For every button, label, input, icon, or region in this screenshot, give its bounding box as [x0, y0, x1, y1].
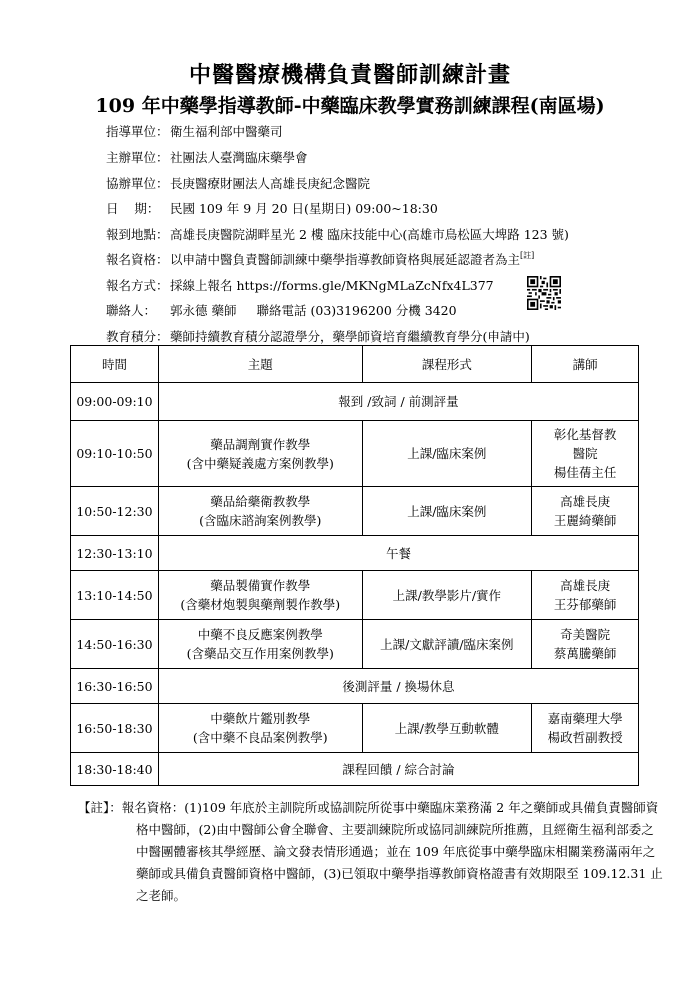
topic-line: 中藥不良反應案例教學 [197, 627, 323, 642]
topic-line: (含中藥不良品案例教學) [192, 730, 328, 745]
lecturer-cell [532, 620, 639, 669]
format-cell: 上課/教學互動軟體 [362, 704, 532, 753]
lecturer-line: 楊佳蒨主任 [553, 465, 617, 480]
registration-label: 報名方式： [106, 278, 169, 293]
credits-value: 藥師持續教育積分認證學分，藥學師資培育繼續教育學分(申請中) [170, 329, 530, 344]
topic-cell [158, 487, 362, 536]
page-title: 中醫醫療機構負責醫師訓練計畫 [188, 62, 511, 88]
schedule-table [70, 345, 639, 786]
qr-code-icon[interactable] [527, 276, 561, 310]
lecturer-cell [532, 421, 639, 487]
topic-line: 中藥飲片鑑別教學 [210, 711, 311, 726]
co-organizer-line [106, 176, 370, 192]
registration-link[interactable]: 採線上報名 https://forms.gle/MKNgMLaZcNfx4L377 [170, 278, 494, 293]
footnote [78, 797, 663, 907]
venue-value: 高雄長庚醫院湖畔星光 2 樓 臨床技能中心(高雄市鳥松區大埤路 123 號) [170, 227, 569, 242]
lecturer-line: 王麗綺藥師 [553, 513, 617, 528]
eligibility-label: 報名資格： [106, 252, 169, 267]
lecturer-line: 嘉南藥理大學 [547, 711, 623, 726]
time-cell: 10:50-12:30 [71, 487, 159, 536]
session-span-cell: 報到 /致詞 / 前測評量 [158, 383, 638, 421]
format-cell: 上課/臨床案例 [362, 421, 532, 487]
lecturer-line: 高雄長庚 [560, 578, 611, 593]
venue-label: 報到地點： [106, 227, 169, 242]
date-value: 民國 109 年 9 月 20 日(星期日) 09:00~18:30 [170, 201, 438, 216]
eligibility-value: 以申請中醫負責醫師訓練中藥學指導教師資格與展延認證者為主 [170, 252, 521, 267]
time-cell: 16:30-16:50 [71, 669, 159, 704]
topic-cell [158, 704, 362, 753]
table-header-row [71, 346, 639, 383]
contact-line [106, 303, 457, 319]
lecturer-line: 奇美醫院 [560, 627, 611, 642]
topic-line: 藥品製備實作教學 [210, 578, 311, 593]
note-marker: [註] [520, 251, 535, 260]
header-topic: 主題 [158, 346, 362, 383]
credits-label: 教育積分： [106, 329, 169, 344]
footnote-text: 報名資格：(1)109 年底於主訓院所或協訓院所從事中藥臨床業務滿 2 年之藥師或具備負責醫師資格中醫師，(2)由中醫師公會全聯會、主要訓練院所或協同訓練院所推薦，且經衛生福利部委之中醫團體審核其學經歷、論文發表情形通過；並在 109 年底從事中藥學臨床相關業務滿兩年之藥師或具備負責醫師資格中醫師，(3)已領取中藥學指導教師資格證書有效期限至 109.12.31 止之老師。 [121, 800, 663, 903]
venue-line [106, 227, 569, 243]
header-form: 課程形式 [362, 346, 532, 383]
format-cell: 上課/文獻評讀/臨床案例 [362, 620, 532, 669]
topic-line: (含藥材炮製與藥劑製作教學) [180, 597, 341, 612]
lecturer-line: 楊政哲副教授 [547, 730, 623, 745]
header-time: 時間 [71, 346, 159, 383]
topic-cell [158, 620, 362, 669]
topic-cell [158, 421, 362, 487]
time-cell: 09:10-10:50 [71, 421, 159, 487]
time-cell: 12:30-13:10 [71, 536, 159, 571]
time-cell: 09:00-09:10 [71, 383, 159, 421]
organizer-value: 社團法人臺灣臨床藥學會 [170, 150, 308, 165]
format-cell: 上課/臨床案例 [362, 487, 532, 536]
page-subtitle: 109 年中藥學指導教師-中藥臨床教學實務訓練課程(南區場) [95, 95, 605, 117]
session-span-cell: 課程回饋 / 綜合討論 [158, 753, 638, 786]
lecturer-cell [532, 571, 639, 620]
contact-value: 郭永德 藥師 [170, 303, 237, 318]
topic-line: 藥品給藥衛教教學 [210, 494, 311, 509]
table-row [71, 571, 639, 620]
date-line [106, 201, 438, 217]
table-row [71, 421, 639, 487]
date-label: 日 期： [106, 201, 160, 216]
eligibility-line [106, 252, 534, 268]
time-cell: 16:50-18:30 [71, 704, 159, 753]
lecturer-line: 醫院 [572, 446, 598, 461]
supervisor-value: 衛生福利部中醫藥司 [170, 124, 283, 139]
supervisor-line [106, 124, 283, 140]
lecturer-line: 高雄長庚 [560, 494, 611, 509]
co-organizer-label: 協辦單位： [106, 176, 169, 191]
lecturer-line: 彰化基督教 [553, 427, 617, 442]
phone-value: (03)3196200 分機 3420 [310, 303, 457, 318]
session-span-cell: 午餐 [158, 536, 638, 571]
co-organizer-value: 長庚醫療財團法人高雄長庚紀念醫院 [170, 176, 371, 191]
organizer-label: 主辦單位： [106, 150, 169, 165]
format-cell: 上課/教學影片/實作 [362, 571, 532, 620]
lecturer-line: 蔡萬騰藥師 [553, 646, 617, 661]
credits-line [106, 329, 530, 345]
table-row [71, 487, 639, 536]
header-lecturer: 講師 [532, 346, 639, 383]
time-cell: 18:30-18:40 [71, 753, 159, 786]
table-row [71, 669, 639, 704]
contact-label: 聯絡人： [106, 303, 157, 318]
time-cell: 13:10-14:50 [71, 571, 159, 620]
topic-line: (含藥品交互作用案例教學) [186, 646, 334, 661]
supervisor-label: 指導單位： [106, 124, 169, 139]
table-row [71, 383, 639, 421]
topic-line: (含臨床諮詢案例教學) [199, 513, 322, 528]
organizer-line [106, 150, 308, 166]
lecturer-cell [532, 704, 639, 753]
session-span-cell: 後測評量 / 換場休息 [158, 669, 638, 704]
registration-line [106, 278, 494, 294]
table-row [71, 753, 639, 786]
topic-line: 藥品調劑實作教學 [210, 436, 311, 452]
table-row [71, 536, 639, 571]
lecturer-line: 王芬郁藥師 [553, 597, 617, 612]
table-row [71, 620, 639, 669]
topic-line: (含中藥疑義處方案例教學) [186, 455, 334, 471]
topic-cell [158, 571, 362, 620]
lecturer-cell [532, 487, 639, 536]
time-cell: 14:50-16:30 [71, 620, 159, 669]
phone-label: 聯絡電話 [256, 303, 307, 318]
table-row [71, 704, 639, 753]
footnote-label: 【註】： [78, 800, 122, 815]
